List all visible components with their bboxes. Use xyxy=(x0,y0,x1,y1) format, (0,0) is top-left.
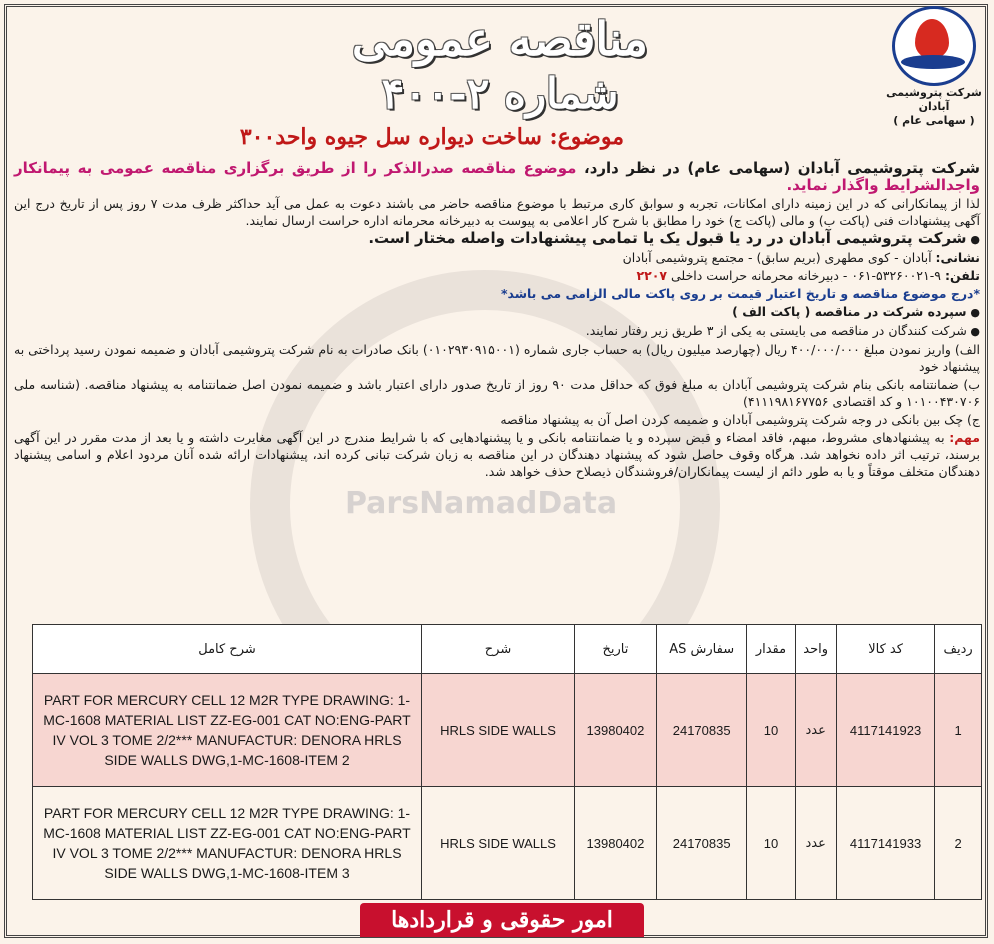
cell-row: 2 xyxy=(935,787,982,900)
intro-purpose: موضوع مناقصه صدرالذکر را از طریق برگزاری مناقصه عمومی به پیمانکار واجدالشرایط واگذار نماید. xyxy=(14,159,980,194)
table-row xyxy=(33,674,982,787)
company-type: ( سهامی عام ) xyxy=(893,114,975,127)
tender-body xyxy=(14,160,980,610)
col-full-desc: شرح کامل xyxy=(33,625,422,674)
tender-subject: موضوع: ساخت دیواره سل جیوه واحد۳۰۰ xyxy=(239,124,624,150)
table-row xyxy=(33,787,982,900)
tender-title: مناقصه عمومی xyxy=(352,12,648,66)
col-unit: واحد xyxy=(795,625,836,674)
deposit-title: ● سپرده شرکت در مناقصه ( پاکت الف ) xyxy=(14,303,980,321)
items-table xyxy=(32,624,982,900)
address-label: نشانی: xyxy=(935,250,980,265)
watermark-text: ParsNamadData xyxy=(345,486,618,521)
cell-order: 24170835 xyxy=(656,674,747,787)
cell-unit: عدد xyxy=(795,674,836,787)
intro-paragraph xyxy=(14,160,980,194)
col-date: تاریخ xyxy=(575,625,657,674)
table-header-row xyxy=(33,625,982,674)
deposit-option-c: ج) چک بین بانکی در وجه شرکت پتروشیمی آبادان و ضمیمه کردن اصل آن به پیشنهاد مناقصه xyxy=(500,412,980,427)
important-label: مهم: xyxy=(949,430,980,445)
important-note xyxy=(14,429,980,480)
price-note: *درج موضوع مناقصه و تاریخ اعتبار قیمت بر روی پاکت مالی الزامی می باشد* xyxy=(500,286,980,301)
deposit-option-b: ب) ضمانتنامه بانکی بنام شرکت پتروشیمی آبادان به مبلغ فوق که حداقل مدت ۹۰ روز از تاریخ صدور دارای اعتبار باشد و ضمیمه نمودن اصل ضمانتنامه به پیشنهاد مناقصه. (شناسه ملی ۱۰۱۰۰۴۳۰۷۰۶ و کد اقتصادی ۴۱۱۱۹۸۱۶۷۷۵۶) xyxy=(14,377,981,409)
col-code: کد کالا xyxy=(836,625,934,674)
footer-department: امور حقوقی و قراردادها xyxy=(360,903,644,937)
deposit-intro: ● شرکت کنندگان در مناقصه می بایستی به یکی از ۳ طریق زیر رفتار نمایند. xyxy=(14,322,980,340)
cell-date: 13980402 xyxy=(575,787,657,900)
cell-code: 4117141923 xyxy=(836,674,934,787)
tender-title-block xyxy=(280,10,720,122)
cell-row: 1 xyxy=(935,674,982,787)
rights-statement: ● شرکت پتروشیمی آبادان در رد یا قبول یک یا تمامی پیشنهادات واصله مختار است. xyxy=(14,230,980,248)
deposit-option-a: الف) واریز نمودن مبلغ ۴۰۰/۰۰۰/۰۰۰ ریال (چهارصد میلیون ریال) به حساب جاری شماره (۰۱۰۲۹۳۰۹۱۵۰۰۱) بانک صادرات به نام شرکت پتروشیمی آبادان و ضمیمه نمودن رسید پرداختی به پیشنهاد خود xyxy=(14,342,981,374)
phone-value: ۹-۵۳۲۶۰۰۲۱-۰۶۱ - دبیرخانه محرمانه حراست داخلی xyxy=(671,268,941,283)
intro-company: شرکت پتروشیمی آبادان (سهامی عام) در نظر دارد، xyxy=(584,159,980,177)
col-qty: مقدار xyxy=(747,625,795,674)
address-line xyxy=(14,249,980,266)
logo-emblem-icon xyxy=(892,6,976,86)
company-logo xyxy=(884,6,984,138)
company-name: شرکت پتروشیمی آبادان xyxy=(886,86,982,113)
cell-order: 24170835 xyxy=(656,787,747,900)
cell-code: 4117141933 xyxy=(836,787,934,900)
invitation-paragraph: لذا از پیمانکارانی که در این زمینه دارای امکانات، تجربه و سوابق کاری مرتبط با موضوع مناقصه حاضر می باشند دعوت به عمل می آید حداکثر ظرف مدت ۷ روز پس از تاریخ درج این آگهی پیشنهادات فنی (پاکت ب) و مالی (پاکت ج) خود را مطابق با شرح کار اعلامی به پیوست به دبیرخانه محرمانه اداره حراست ارسال نمایند. xyxy=(14,196,980,228)
cell-qty: 10 xyxy=(747,674,795,787)
important-text: به پیشنهادهای مشروط، مبهم، فاقد امضاء و قبض سپرده و یا ضمانتنامه بانکی و یا پیشنهادهایی که با شرایط مندرج در این آگهی مغایرت داشته و یا بعد از مدت مقرر در این آگهی برسند، ترتیب اثر داده نخواهد شد. هرگاه وقوف حاصل شود که پیشنهاد دهندگان در این مناقصه به زیان شرکت تبانی کرده اند، پیشنهادات ارائه شده آنان مردود اعلام و اسامی پیشنهاد دهندگان متخلف موقتاً و یا به طور دائم از لیست پیمانکاران/فروشندگان ذیصلاح حذف خواهد شد. xyxy=(14,430,980,479)
cell-date: 13980402 xyxy=(575,674,657,787)
phone-label: تلفن: xyxy=(944,268,980,283)
col-order: سفارش AS xyxy=(656,625,747,674)
phone-line xyxy=(14,267,980,284)
cell-full-desc: PART FOR MERCURY CELL 12 M2R TYPE DRAWING: 1- MC-1608 MATERIAL LIST ZZ-EG-001 CAT NO:ENG-PART IV VOL 3 TOME 2/2*** MANUFACTUR: DENORA HRLS SIDE WALLS DWG,1-MC-1608-ITEM 3 xyxy=(33,787,422,900)
tender-number: شماره ۲-۴۰۰ xyxy=(381,69,619,118)
cell-qty: 10 xyxy=(747,787,795,900)
col-desc: شرح xyxy=(422,625,575,674)
col-row: ردیف xyxy=(935,625,982,674)
phone-extension: ۲۲۰۷ xyxy=(636,268,668,283)
cell-desc: HRLS SIDE WALLS xyxy=(422,674,575,787)
cell-unit: عدد xyxy=(795,787,836,900)
cell-full-desc: PART FOR MERCURY CELL 12 M2R TYPE DRAWING: 1- MC-1608 MATERIAL LIST ZZ-EG-001 CAT NO:ENG-PART IV VOL 3 TOME 2/2*** MANUFACTUR: DENORA HRLS SIDE WALLS DWG,1-MC-1608-ITEM 2 xyxy=(33,674,422,787)
cell-desc: HRLS SIDE WALLS xyxy=(422,787,575,900)
address-value: آبادان - کوی مطهری (بریم سابق) - مجتمع پتروشیمی آبادان xyxy=(622,250,932,265)
